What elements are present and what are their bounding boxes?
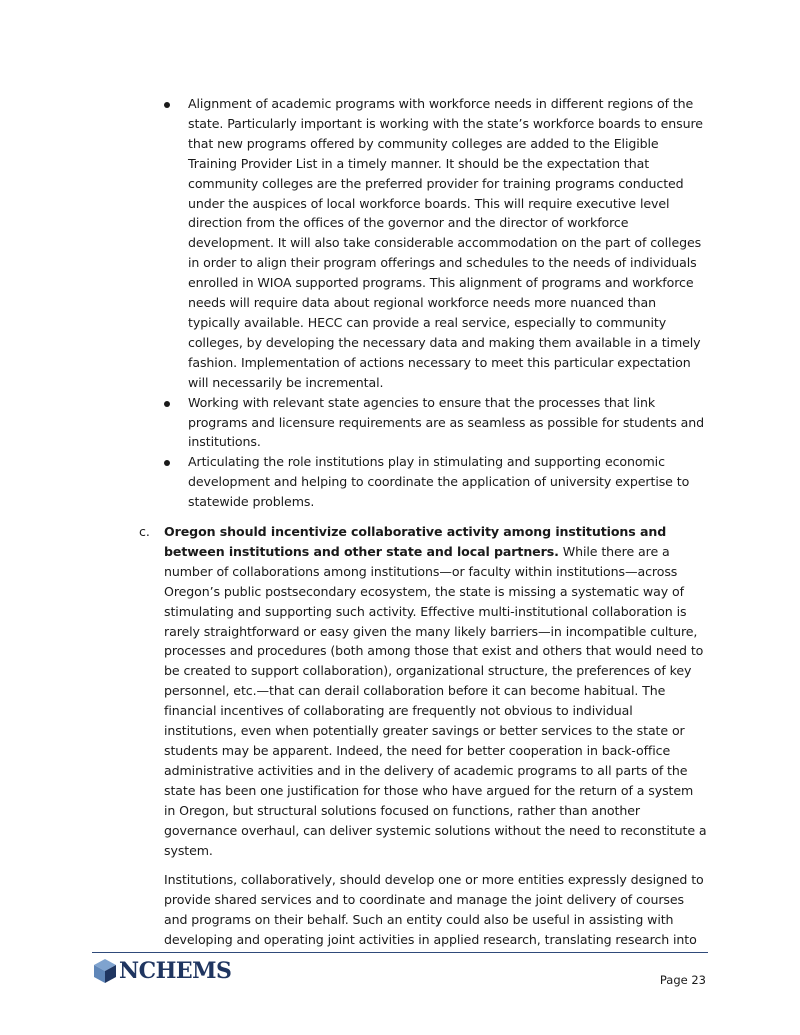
list-item [188,393,708,453]
bullet-dot-icon [164,102,170,108]
recommendation-c [139,522,708,950]
list-marker: c. [139,524,150,540]
nchems-cube-icon [93,958,117,984]
bullet-text: Working with relevant state agencies to ensure that the processes that link programs and licensure requirements are as seamless as possible for students and institutions. [188,394,705,450]
bullet-list [0,94,800,512]
document-body [0,94,800,950]
nchems-logo [93,958,231,984]
recommendation-paragraph-2: Institutions, collaboratively, should develop one or more entities expressly designed to provide shared services and to coordinate and manage the joint delivery of courses and programs on their behalf. Such an entity could also be useful in assisting with developing and operating joint activities in applied research, translating research into [164,872,704,948]
list-item [188,452,708,512]
bullet-text: Articulating the role institutions play in stimulating and supporting economic development and helping to coordinate the application of university expertise to statewide problems. [188,454,690,510]
recommendation-body: While there are a number of collaborations among institutions—or faculty within institutions—across Oregon’s public postsecondary ecosystem, the state is missing a systematic way of stimulating and supporting such activity. Effective multi-institutional collaboration is rarely straightforward or easy given the many likely barriers—in incompatible culture, processes and procedures (both among those that exist and others that would need to be created to support collaboration), organizational structure, the preferences of key personnel, etc.—that can derail collaboration before it can become habitual. The financial incentives of collaborating are frequently not obvious to individual institutions, even when potentially greater savings or better services to the state or students may be apparent. Indeed, the need for better cooperation in back-office administrative activities and in the delivery of academic programs to all parts of the state has been one justification for those who have argued for the return of a system in Oregon, but structural solutions focused on functions, rather than another governance overhaul, can deliver systemic solutions without the need to reconstitute a system. [164,543,707,858]
bullet-text: Alignment of academic programs with workforce needs in different regions of the state. Particularly important is working with the state’s workforce boards to ensure that new programs offered by community colleges are added to the Eligible Training Provider List in a timely manner. It should be the expectation that community colleges are the preferred provider for training programs conducted under the auspices of local workforce boards. This will require executive level direction from the offices of the governor and the director of workforce development. It will also take considerable accommodation on the part of colleges in order to align their program offerings and schedules to the needs of individuals enrolled in WIOA supported programs. This alignment of programs and workforce needs will require data about regional workforce needs more nuanced than typically available. HECC can provide a real service, especially to community colleges, by developing the necessary data and making them available in a timely fashion. Implementation of actions necessary to meet this particular expectation will necessarily be incremental. [188,96,703,390]
recommendation-paragraph [164,522,708,860]
footer-divider [92,952,708,953]
recommendation-heading: Oregon should incentivize collaborative activity among institutions and between institutions and other state and local partners. [164,524,667,559]
bullet-dot-icon [164,460,170,466]
page-number: Page 23 [659,973,706,987]
logo-text: NCHEMS [119,958,232,984]
bullet-dot-icon [164,401,170,407]
list-item [188,94,708,393]
